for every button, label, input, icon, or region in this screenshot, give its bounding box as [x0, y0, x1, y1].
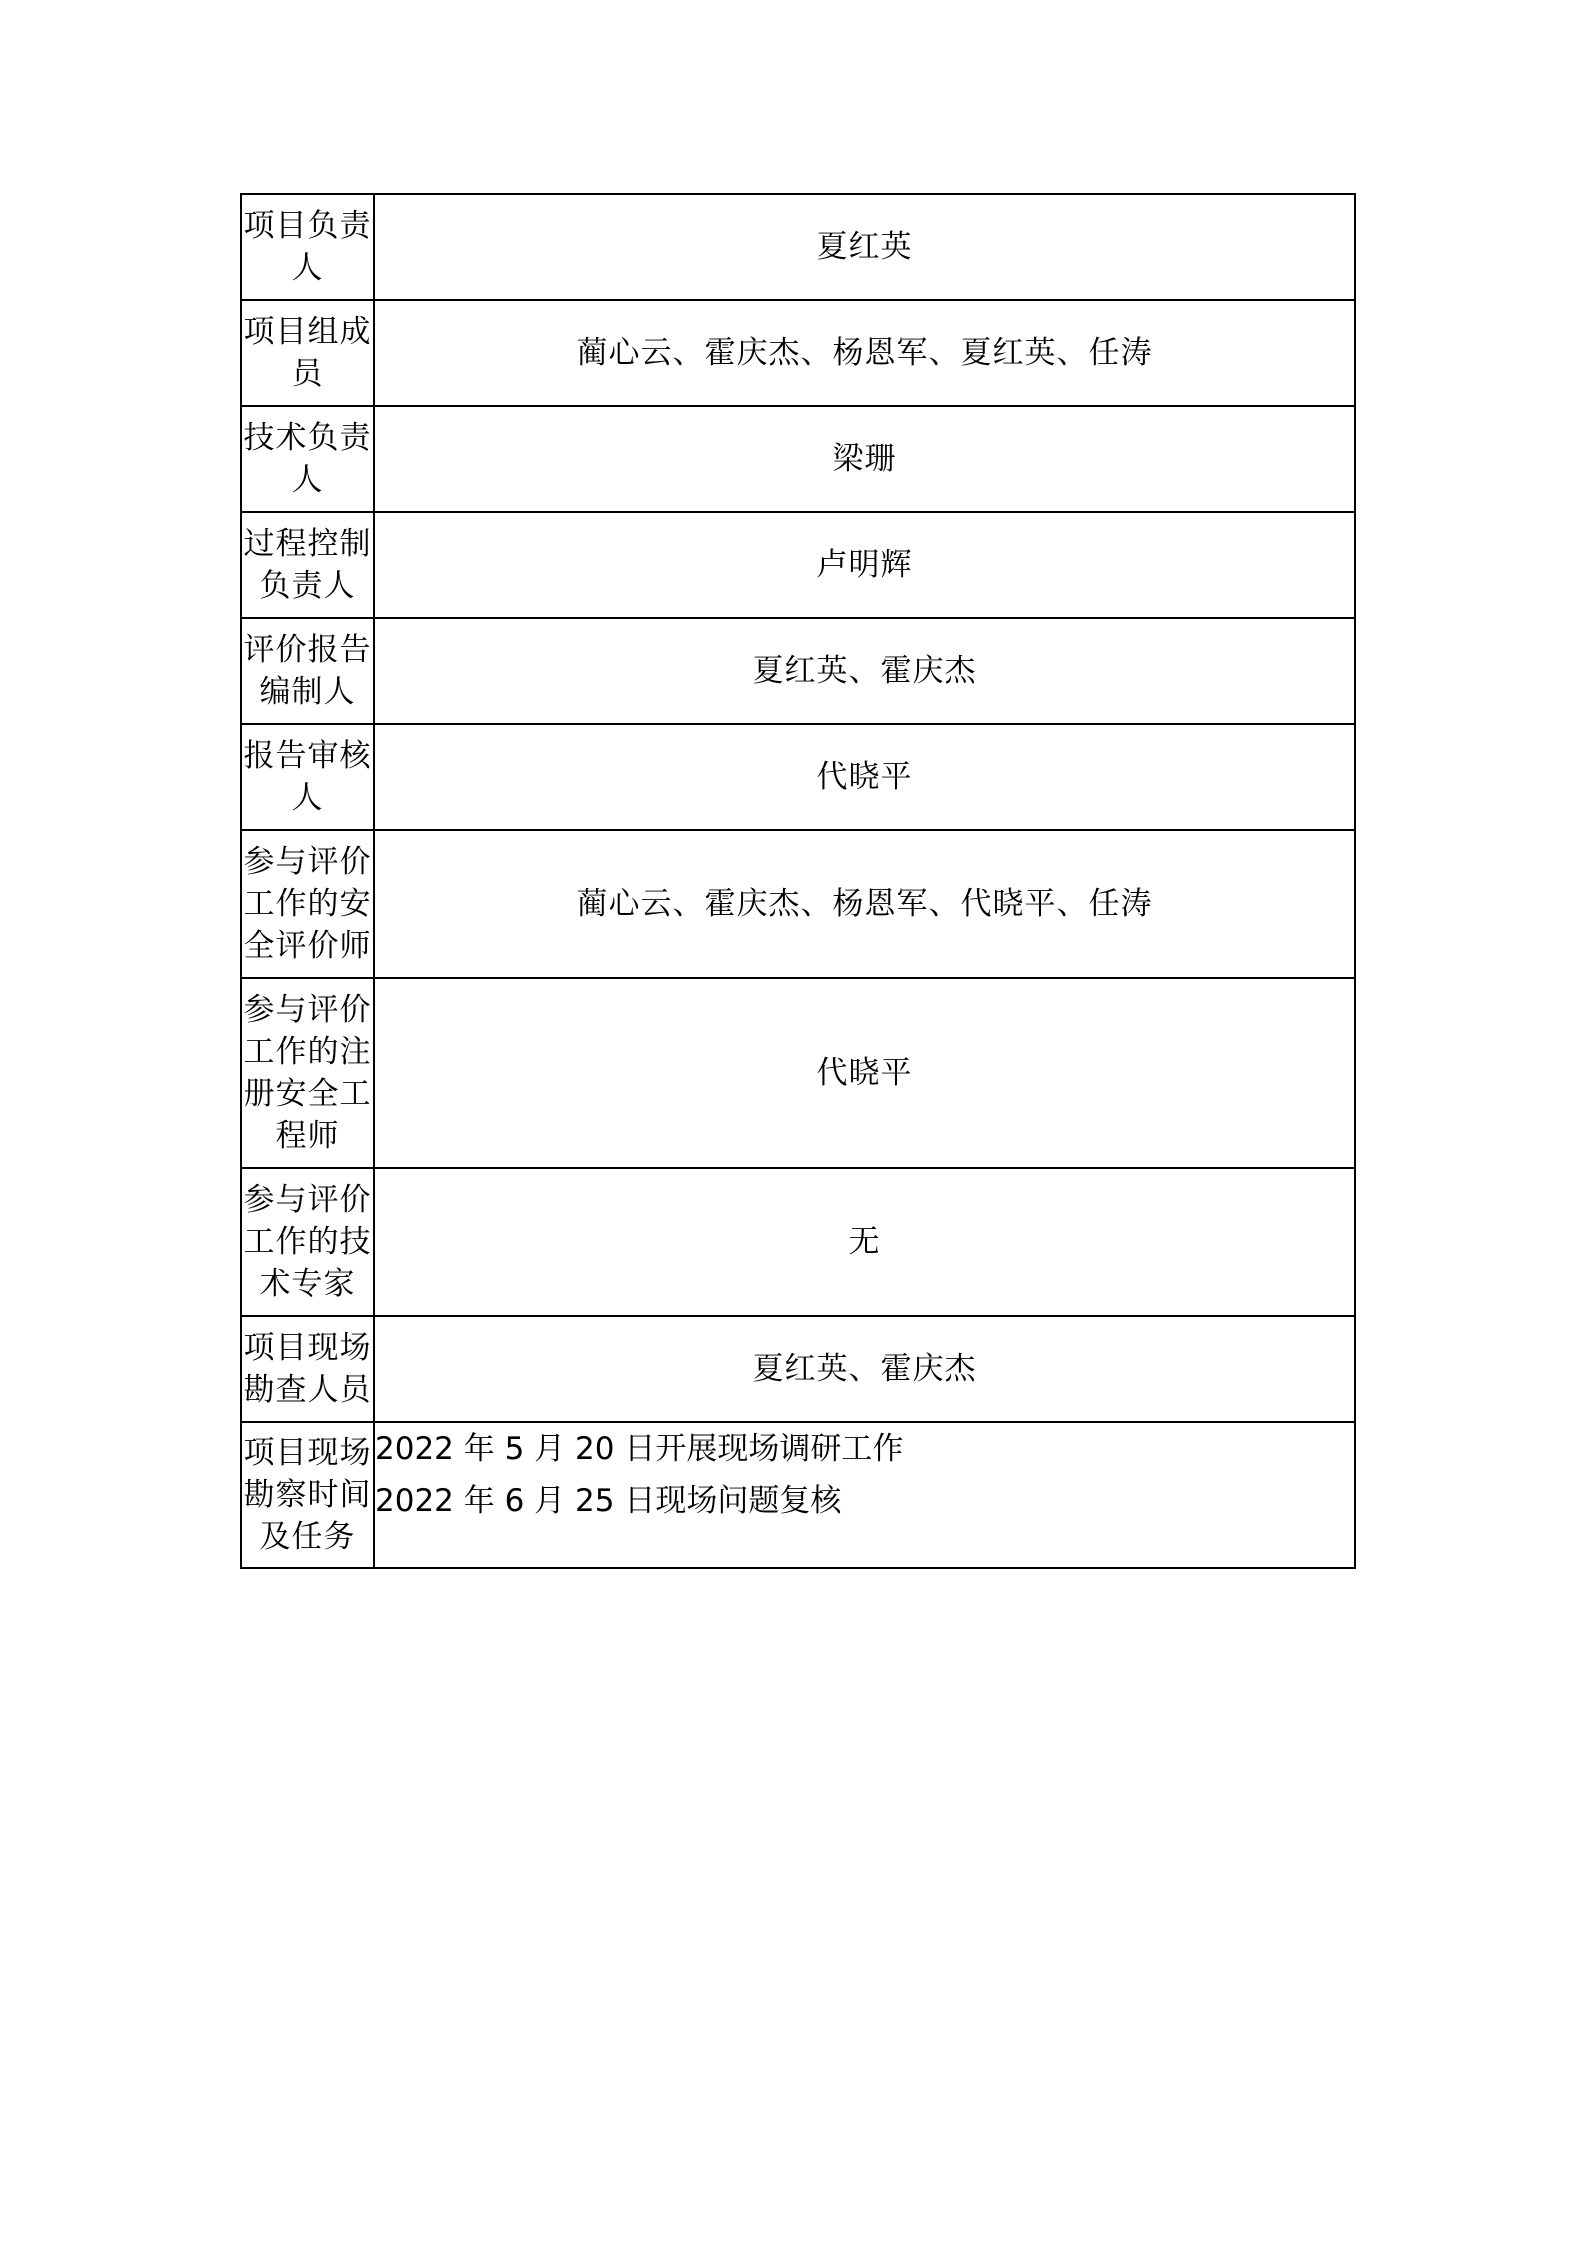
- table-row: [241, 406, 1355, 512]
- row-label: 项目负责人: [241, 194, 374, 300]
- row-value: 蔺心云、霍庆杰、杨恩军、夏红英、任涛: [374, 300, 1355, 406]
- table-row: [241, 978, 1355, 1168]
- table-row: [241, 830, 1355, 978]
- row-value: 夏红英: [374, 194, 1355, 300]
- row-value: 夏红英、霍庆杰: [374, 618, 1355, 724]
- row-value: 无: [374, 1168, 1355, 1316]
- table-row: [241, 512, 1355, 618]
- row-label: 项目现场勘察时间及任务: [241, 1422, 374, 1568]
- row-value: 梁珊: [374, 406, 1355, 512]
- table-row: [241, 1168, 1355, 1316]
- table-row: [241, 194, 1355, 300]
- survey-line-2: 2022 年 6 月 25 日现场问题复核: [375, 1483, 842, 1519]
- row-label: 参与评价工作的安全评价师: [241, 830, 374, 978]
- row-value: 代晓平: [374, 724, 1355, 830]
- row-value: 夏红英、霍庆杰: [374, 1316, 1355, 1422]
- row-value: 卢明辉: [374, 512, 1355, 618]
- row-label: 评价报告编制人: [241, 618, 374, 724]
- table-row: [241, 1316, 1355, 1422]
- row-value: 代晓平: [374, 978, 1355, 1168]
- row-label: 项目现场勘查人员: [241, 1316, 374, 1422]
- row-value: 蔺心云、霍庆杰、杨恩军、代晓平、任涛: [374, 830, 1355, 978]
- row-label: 参与评价工作的技术专家: [241, 1168, 374, 1316]
- table-row: [241, 1422, 1355, 1568]
- table-row: [241, 300, 1355, 406]
- row-label: 报告审核人: [241, 724, 374, 830]
- row-label: 参与评价工作的注册安全工程师: [241, 978, 374, 1168]
- table-row: [241, 724, 1355, 830]
- table-row: [241, 618, 1355, 724]
- row-label: 技术负责人: [241, 406, 374, 512]
- row-label: 过程控制负责人: [241, 512, 374, 618]
- row-value-multiline: [374, 1422, 1355, 1568]
- row-label: 项目组成员: [241, 300, 374, 406]
- survey-line-1: 2022 年 5 月 20 日开展现场调研工作: [375, 1431, 904, 1467]
- project-personnel-table: [240, 193, 1356, 1569]
